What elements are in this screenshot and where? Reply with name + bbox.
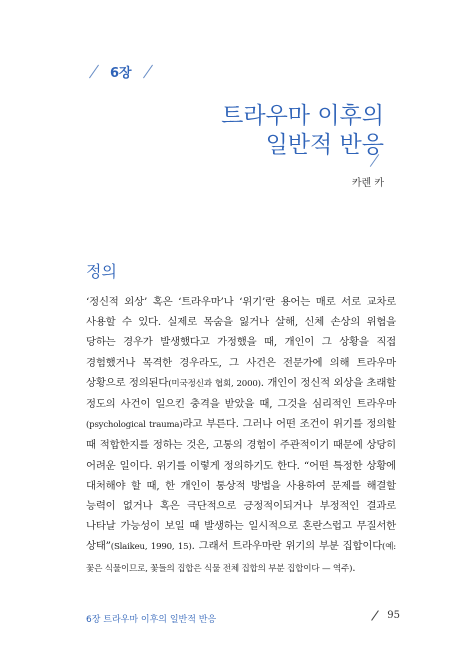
title-line-2: 일반적 반응: [265, 132, 384, 158]
body-text: . 그래서 트라우마란 위기의 부분 집합이다: [191, 540, 383, 553]
section-heading: 정의: [86, 262, 117, 281]
title-line-1: 트라우마 이후의: [221, 103, 384, 129]
citation: (psychological trauma): [86, 420, 183, 431]
translator-note: (예: 꽃은 식물이므로, 꽃들의 집합은 식물 전체 집합의 부분 집합이다 — 역주): [86, 542, 396, 574]
author-name: 카렌 카: [351, 178, 384, 189]
chapter-title: [221, 102, 384, 160]
page-number-area: [369, 610, 400, 621]
slash-decoration: [371, 610, 379, 620]
body-text: ‘정신적 외상’ 혹은 ‘트라우마’나 ‘위기’란 용어는 매로 서로 교차로 사용할 수 있다. 실제로 목숨을 잃거나 살해, 신체 손상의 위협을 당하는 경우가 발생했다고 가정했을 때, 개인이 그 상황을 직접 경험했거나 목격한 경우라도, 그 사건은 전문가에 의해 트라우마 상황으로 정의된다: [86, 296, 396, 389]
slash-decoration: [143, 65, 153, 79]
body-paragraph: [86, 292, 396, 579]
body-text: .: [352, 561, 356, 574]
page-number: 95: [387, 610, 400, 621]
running-footer-title: 6장 트라우마 이후의 일반적 반응: [86, 615, 217, 625]
citation: (Slaikeu, 1990, 15): [110, 542, 192, 553]
body-text: . 개인이 정신적 외상을 초래할 정도의 사건이 일으킨 충격을 받았을 때, 그것을 심리적인 트라우마: [86, 376, 397, 411]
chapter-number: 6장: [110, 66, 132, 81]
body-text: 라고 부른다. 그러나 어떤 조건이 위기를 정의할 때 적합한지를 정하는 것은, 고통의 경험이 주관적이기 때문에 상당히 어려운 일이다. 위기를 이렇게 정의하기도 한다. “어떤 특정한 상황에 대처해야 할 때, 한 개인이 통상적 방법을 사용하여 문제를 해결할 능력이 없거나 혹은 극단적으로 긍정적이되거나 부정적인 결과로 나타날 가능성이 보일 때 발생하는 일시적으로 혼란스럽고 무질서한 상태”: [86, 418, 396, 553]
chapter-label: [86, 62, 156, 81]
slash-decoration: [89, 65, 99, 79]
citation: (미국정신과 협회, 2000): [168, 378, 261, 389]
